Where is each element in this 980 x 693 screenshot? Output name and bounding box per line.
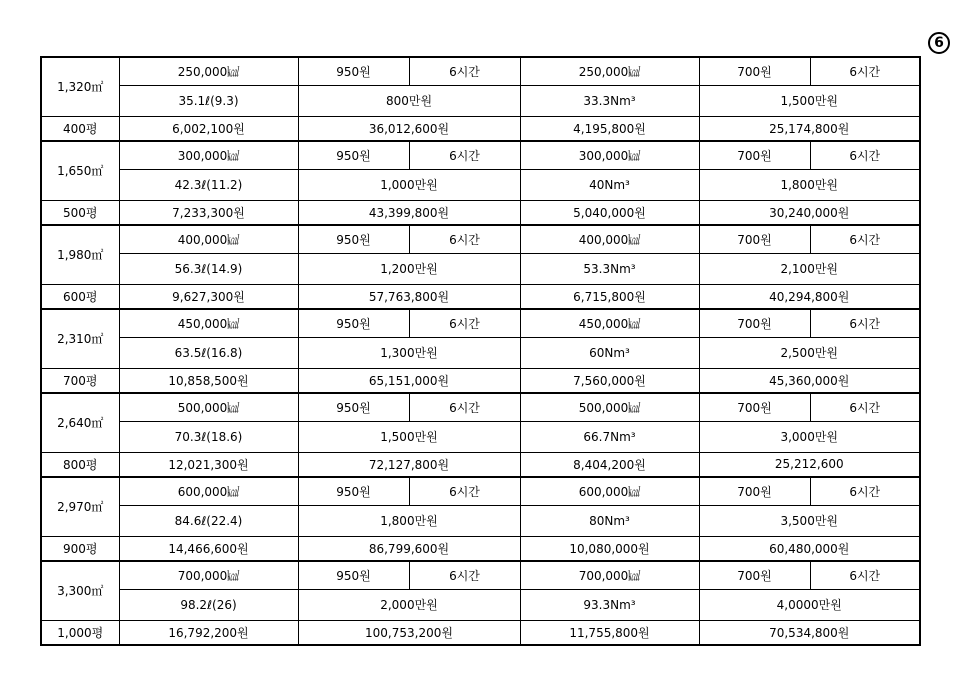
a-hours-cell: 6시간 — [409, 141, 520, 169]
area-cell: 1,980㎡ — [41, 225, 119, 284]
b-total2-cell: 45,360,000원 — [699, 368, 920, 393]
b-total2-cell: 25,212,600 — [699, 452, 920, 477]
a-price-cell: 950원 — [298, 309, 409, 337]
b-total2-cell: 70,534,800원 — [699, 620, 920, 645]
heating-cost-table — [40, 56, 921, 646]
pyeong-cell: 400평 — [41, 116, 119, 141]
b-cost-cell: 2,500만원 — [699, 337, 920, 368]
a-total2-cell: 36,012,600원 — [298, 116, 520, 141]
b-usage-cell: 60Nm³ — [520, 337, 699, 368]
b-hours-cell: 6시간 — [810, 561, 920, 589]
table-row — [41, 284, 920, 309]
b-kcal-cell: 400,000㎉ — [520, 225, 699, 253]
b-total2-cell: 40,294,800원 — [699, 284, 920, 309]
b-total2-cell: 25,174,800원 — [699, 116, 920, 141]
a-cost-cell: 800만원 — [298, 85, 520, 116]
a-usage-cell: 84.6ℓ(22.4) — [119, 505, 298, 536]
b-usage-cell: 33.3Nm³ — [520, 85, 699, 116]
a-price-cell: 950원 — [298, 477, 409, 505]
b-cost-cell: 3,000만원 — [699, 421, 920, 452]
table-row — [41, 536, 920, 561]
table-row — [41, 309, 920, 337]
b-usage-cell: 80Nm³ — [520, 505, 699, 536]
table-row — [41, 85, 920, 116]
a-kcal-cell: 300,000㎉ — [119, 141, 298, 169]
a-cost-cell: 2,000만원 — [298, 589, 520, 620]
b-total2-cell: 60,480,000원 — [699, 536, 920, 561]
a-hours-cell: 6시간 — [409, 309, 520, 337]
b-hours-cell: 6시간 — [810, 477, 920, 505]
a-cost-cell: 1,200만원 — [298, 253, 520, 284]
a-total1-cell: 14,466,600원 — [119, 536, 298, 561]
a-total2-cell: 65,151,000원 — [298, 368, 520, 393]
a-usage-cell: 63.5ℓ(16.8) — [119, 337, 298, 368]
a-total1-cell: 6,002,100원 — [119, 116, 298, 141]
pyeong-cell: 900평 — [41, 536, 119, 561]
table-row — [41, 57, 920, 85]
table-row — [41, 200, 920, 225]
b-kcal-cell: 300,000㎉ — [520, 141, 699, 169]
a-cost-cell: 1,300만원 — [298, 337, 520, 368]
b-price-cell: 700원 — [699, 309, 810, 337]
table-row — [41, 116, 920, 141]
table-row — [41, 337, 920, 368]
a-cost-cell: 1,000만원 — [298, 169, 520, 200]
table-row — [41, 452, 920, 477]
pyeong-cell: 700평 — [41, 368, 119, 393]
a-kcal-cell: 700,000㎉ — [119, 561, 298, 589]
a-kcal-cell: 400,000㎉ — [119, 225, 298, 253]
a-total1-cell: 9,627,300원 — [119, 284, 298, 309]
pyeong-cell: 1,000평 — [41, 620, 119, 645]
pyeong-cell: 500평 — [41, 200, 119, 225]
a-usage-cell: 98.2ℓ(26) — [119, 589, 298, 620]
a-usage-cell: 42.3ℓ(11.2) — [119, 169, 298, 200]
a-hours-cell: 6시간 — [409, 477, 520, 505]
area-cell: 2,970㎡ — [41, 477, 119, 536]
b-price-cell: 700원 — [699, 141, 810, 169]
a-hours-cell: 6시간 — [409, 225, 520, 253]
area-cell: 1,650㎡ — [41, 141, 119, 200]
a-kcal-cell: 450,000㎉ — [119, 309, 298, 337]
table-row — [41, 169, 920, 200]
pyeong-cell: 800평 — [41, 452, 119, 477]
b-usage-cell: 40Nm³ — [520, 169, 699, 200]
area-cell: 1,320㎡ — [41, 57, 119, 116]
b-usage-cell: 93.3Nm³ — [520, 589, 699, 620]
area-cell: 2,310㎡ — [41, 309, 119, 368]
b-total1-cell: 5,040,000원 — [520, 200, 699, 225]
b-cost-cell: 1,800만원 — [699, 169, 920, 200]
b-price-cell: 700원 — [699, 477, 810, 505]
table-row — [41, 505, 920, 536]
b-total1-cell: 4,195,800원 — [520, 116, 699, 141]
a-price-cell: 950원 — [298, 561, 409, 589]
a-total1-cell: 10,858,500원 — [119, 368, 298, 393]
a-hours-cell: 6시간 — [409, 393, 520, 421]
a-total2-cell: 43,399,800원 — [298, 200, 520, 225]
b-cost-cell: 1,500만원 — [699, 85, 920, 116]
b-usage-cell: 66.7Nm³ — [520, 421, 699, 452]
area-cell: 3,300㎡ — [41, 561, 119, 620]
b-hours-cell: 6시간 — [810, 225, 920, 253]
table-row — [41, 225, 920, 253]
a-total1-cell: 7,233,300원 — [119, 200, 298, 225]
a-usage-cell: 56.3ℓ(14.9) — [119, 253, 298, 284]
a-cost-cell: 1,500만원 — [298, 421, 520, 452]
a-kcal-cell: 500,000㎉ — [119, 393, 298, 421]
a-kcal-cell: 600,000㎉ — [119, 477, 298, 505]
b-price-cell: 700원 — [699, 225, 810, 253]
b-hours-cell: 6시간 — [810, 309, 920, 337]
b-kcal-cell: 600,000㎉ — [520, 477, 699, 505]
a-total1-cell: 16,792,200원 — [119, 620, 298, 645]
b-total1-cell: 11,755,800원 — [520, 620, 699, 645]
b-cost-cell: 3,500만원 — [699, 505, 920, 536]
b-price-cell: 700원 — [699, 561, 810, 589]
a-total2-cell: 100,753,200원 — [298, 620, 520, 645]
a-hours-cell: 6시간 — [409, 561, 520, 589]
b-price-cell: 700원 — [699, 57, 810, 85]
a-price-cell: 950원 — [298, 141, 409, 169]
table-row — [41, 561, 920, 589]
table-row — [41, 368, 920, 393]
b-total2-cell: 30,240,000원 — [699, 200, 920, 225]
b-total1-cell: 7,560,000원 — [520, 368, 699, 393]
a-total2-cell: 57,763,800원 — [298, 284, 520, 309]
a-usage-cell: 70.3ℓ(18.6) — [119, 421, 298, 452]
b-usage-cell: 53.3Nm³ — [520, 253, 699, 284]
pyeong-cell: 600평 — [41, 284, 119, 309]
a-total1-cell: 12,021,300원 — [119, 452, 298, 477]
table-row — [41, 141, 920, 169]
table-row — [41, 421, 920, 452]
a-price-cell: 950원 — [298, 57, 409, 85]
table-row — [41, 477, 920, 505]
b-cost-cell: 2,100만원 — [699, 253, 920, 284]
b-hours-cell: 6시간 — [810, 393, 920, 421]
a-price-cell: 950원 — [298, 225, 409, 253]
b-price-cell: 700원 — [699, 393, 810, 421]
a-cost-cell: 1,800만원 — [298, 505, 520, 536]
b-kcal-cell: 700,000㎉ — [520, 561, 699, 589]
a-total2-cell: 86,799,600원 — [298, 536, 520, 561]
area-cell: 2,640㎡ — [41, 393, 119, 452]
b-kcal-cell: 250,000㎉ — [520, 57, 699, 85]
table-row — [41, 589, 920, 620]
a-total2-cell: 72,127,800원 — [298, 452, 520, 477]
b-total1-cell: 6,715,800원 — [520, 284, 699, 309]
b-total1-cell: 8,404,200원 — [520, 452, 699, 477]
page-number: 6 — [928, 32, 950, 54]
b-hours-cell: 6시간 — [810, 141, 920, 169]
a-usage-cell: 35.1ℓ(9.3) — [119, 85, 298, 116]
a-price-cell: 950원 — [298, 393, 409, 421]
b-kcal-cell: 500,000㎉ — [520, 393, 699, 421]
b-kcal-cell: 450,000㎉ — [520, 309, 699, 337]
table-row — [41, 253, 920, 284]
table-row — [41, 620, 920, 645]
b-cost-cell: 4,0000만원 — [699, 589, 920, 620]
b-total1-cell: 10,080,000원 — [520, 536, 699, 561]
a-kcal-cell: 250,000㎉ — [119, 57, 298, 85]
table-row — [41, 393, 920, 421]
b-hours-cell: 6시간 — [810, 57, 920, 85]
a-hours-cell: 6시간 — [409, 57, 520, 85]
